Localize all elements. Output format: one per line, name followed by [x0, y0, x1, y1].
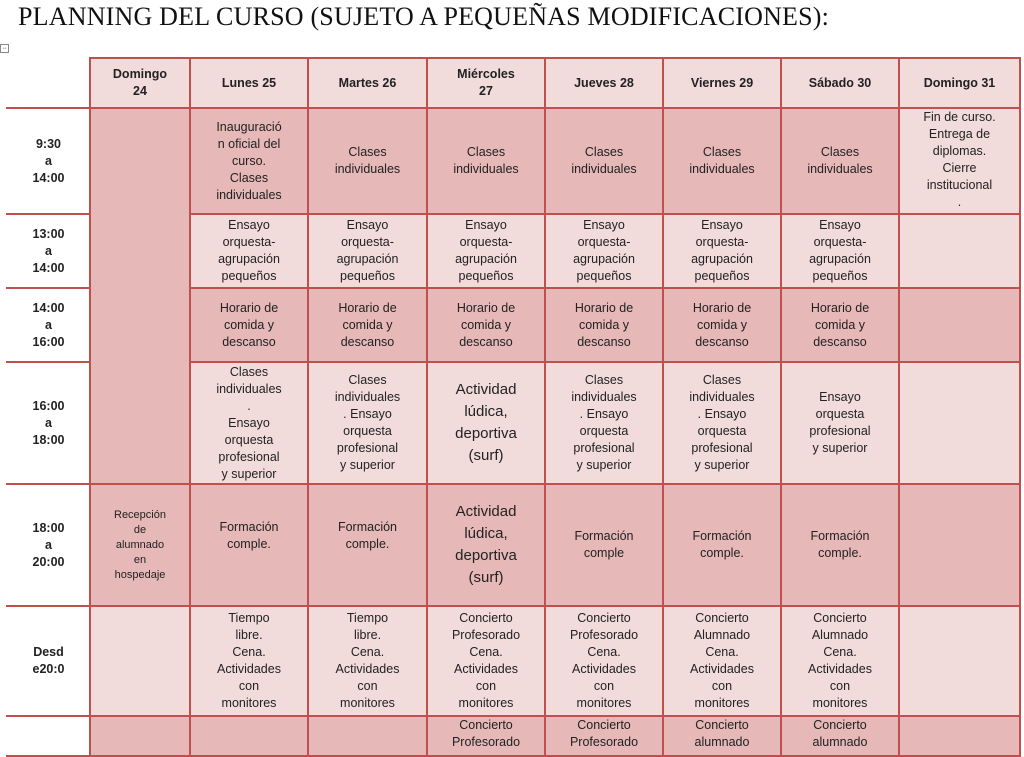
- schedule-cell: Concierto alumnado: [663, 716, 781, 756]
- schedule-cell: [899, 606, 1020, 716]
- schedule-cell: Concierto Profesorado: [427, 716, 545, 756]
- schedule-cell: Clases individuales . Ensayo orquesta profesional y superior: [545, 362, 663, 484]
- schedule-cell: Clases individuales . Ensayo orquesta profesional y superior: [308, 362, 427, 484]
- page-title: PLANNING DEL CURSO (SUJETO A PEQUEÑAS MODIFICACIONES):: [18, 2, 830, 31]
- schedule-cell: Concierto Profesorado Cena. Actividades con monitores: [427, 606, 545, 716]
- schedule-cell: Horario de comida y descanso: [781, 288, 899, 362]
- schedule-cell: Formación comple.: [190, 484, 308, 606]
- day-header-domingo-31: Domingo 31: [899, 58, 1020, 108]
- table-row: [7, 108, 1020, 214]
- day-header-viernes-29: Viernes 29: [663, 58, 781, 108]
- time-slot: 13:00 a 14:00: [7, 214, 90, 288]
- schedule-cell: Ensayo orquesta- agrupación pequeños: [781, 214, 899, 288]
- table-anchor-icon[interactable]: ↔: [1, 45, 8, 51]
- schedule-cell: [899, 716, 1020, 756]
- schedule-cell: Clases individuales . Ensayo orquesta profesional y superior: [190, 362, 308, 484]
- schedule-cell: Concierto Alumnado Cena. Actividades con monitores: [781, 606, 899, 716]
- schedule-cell: Horario de comida y descanso: [190, 288, 308, 362]
- schedule-cell: Recepción de alumnado en hospedaje: [90, 484, 190, 606]
- day-header-domingo-24: Domingo 24: [90, 58, 190, 108]
- corner-cell: [7, 58, 90, 108]
- day-header-sabado-30: Sábado 30: [781, 58, 899, 108]
- schedule-cell: Horario de comida y descanso: [427, 288, 545, 362]
- schedule-cell: Concierto Profesorado: [545, 716, 663, 756]
- schedule-cell: [90, 716, 190, 756]
- schedule-table: [6, 57, 1021, 757]
- schedule-cell: Horario de comida y descanso: [308, 288, 427, 362]
- schedule-cell: Concierto alumnado: [781, 716, 899, 756]
- schedule-cell: Concierto Profesorado Cena. Actividades con monitores: [545, 606, 663, 716]
- time-slot: 18:00 a 20:00: [7, 484, 90, 606]
- schedule-cell: Ensayo orquesta- agrupación pequeños: [308, 214, 427, 288]
- schedule-cell: Tiempo libre. Cena. Actividades con monitores: [308, 606, 427, 716]
- schedule-cell: Ensayo orquesta- agrupación pequeños: [427, 214, 545, 288]
- time-slot: Desd e20:0: [7, 606, 90, 716]
- table-row: [7, 716, 1020, 756]
- day-header-lunes-25: Lunes 25: [190, 58, 308, 108]
- schedule-cell: Ensayo orquesta- agrupación pequeños: [190, 214, 308, 288]
- day-header-miercoles-27: Miércoles 27: [427, 58, 545, 108]
- schedule-cell: Clases individuales: [427, 108, 545, 214]
- schedule-cell: [308, 716, 427, 756]
- domingo-24-empty-cell: [90, 108, 190, 484]
- schedule-cell: Horario de comida y descanso: [663, 288, 781, 362]
- schedule-cell: Fin de curso. Entrega de diplomas. Cierre institucional .: [899, 108, 1020, 214]
- day-header-martes-26: Martes 26: [308, 58, 427, 108]
- schedule-cell: Tiempo libre. Cena. Actividades con monitores: [190, 606, 308, 716]
- header-row: [7, 58, 1020, 108]
- schedule-cell: [899, 362, 1020, 484]
- schedule-cell: Actividad lúdica, deportiva (surf): [427, 484, 545, 606]
- schedule-cell: Ensayo orquesta- agrupación pequeños: [545, 214, 663, 288]
- table-row: [7, 606, 1020, 716]
- schedule-cell: [899, 214, 1020, 288]
- schedule-cell: Horario de comida y descanso: [545, 288, 663, 362]
- schedule-cell: Clases individuales: [545, 108, 663, 214]
- schedule-cell: Clases individuales . Ensayo orquesta profesional y superior: [663, 362, 781, 484]
- table-row: [7, 484, 1020, 606]
- time-slot: 16:00 a 18:00: [7, 362, 90, 484]
- schedule-cell: Clases individuales: [781, 108, 899, 214]
- schedule-cell: Ensayo orquesta profesional y superior: [781, 362, 899, 484]
- schedule-cell: [899, 288, 1020, 362]
- schedule-cell: Concierto Alumnado Cena. Actividades con monitores: [663, 606, 781, 716]
- schedule-cell: Actividad lúdica, deportiva (surf): [427, 362, 545, 484]
- schedule-cell: Clases individuales: [663, 108, 781, 214]
- schedule-cell: Clases individuales: [308, 108, 427, 214]
- schedule-cell: Formación comple.: [781, 484, 899, 606]
- schedule-cell: [899, 484, 1020, 606]
- schedule-cell: Formación comple.: [663, 484, 781, 606]
- schedule-cell: Formación comple.: [308, 484, 427, 606]
- time-slot: [7, 716, 90, 756]
- time-slot: 9:30 a 14:00: [7, 108, 90, 214]
- schedule-cell: Inauguració n oficial del curso. Clases individuales: [190, 108, 308, 214]
- schedule-cell: [90, 606, 190, 716]
- schedule-cell: Formación comple: [545, 484, 663, 606]
- day-header-jueves-28: Jueves 28: [545, 58, 663, 108]
- schedule-cell: [190, 716, 308, 756]
- schedule-cell: Ensayo orquesta- agrupación pequeños: [663, 214, 781, 288]
- time-slot: 14:00 a 16:00: [7, 288, 90, 362]
